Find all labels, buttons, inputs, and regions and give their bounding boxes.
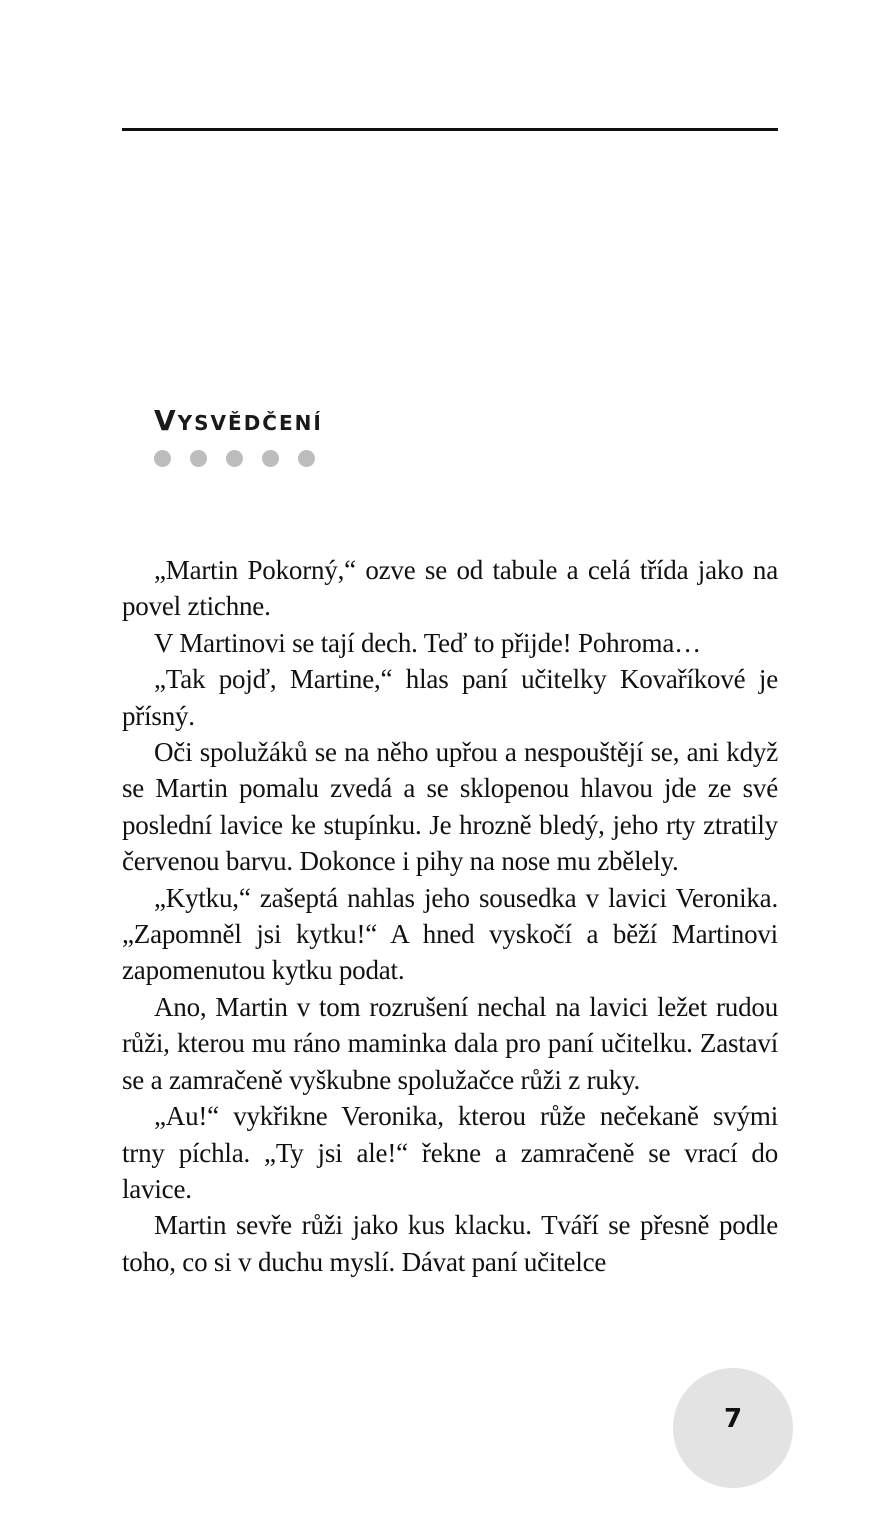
paragraph: „Martin Pokorný,“ ozve se od tabule a celá třída jako na povel ztichne. xyxy=(122,555,778,622)
paragraph: V Martinovi se tají dech. Teď to přijde! Pohroma… xyxy=(154,627,701,658)
ornament-dot xyxy=(190,450,207,467)
ornament-dot xyxy=(154,450,171,467)
body-text xyxy=(122,552,778,1280)
ornament-dot xyxy=(262,450,279,467)
paragraph: Martin sevře růži jako kus klacku. Tváří se přesně podle toho, co si v duchu myslí. Dávat paní učitelce xyxy=(122,1210,778,1277)
paragraph: „Tak pojď, Martine,“ hlas paní učitelky Kovaříkové je přísný. xyxy=(122,664,778,731)
paragraph: Oči spolužáků se na něho upřou a nespouštějí se, ani když se Martin pomalu zvedá a se sklopenou hlavou jde ze své poslední lavice ke stupínku. Je hrozně bledý, jeho rty ztratily červenou barvu. Dokonce i pihy na nose mu zbělely. xyxy=(122,737,778,877)
ornament-dot xyxy=(226,450,243,467)
ornament-dot xyxy=(298,450,315,467)
paragraph: „Kytku,“ zašeptá nahlas jeho sousedka v lavici Veronika. „Zapomněl jsi kytku!“ A hned vyskočí a běží Martinovi zapomenutou kytku podat. xyxy=(122,882,778,986)
paragraph: Ano, Martin v tom rozrušení nechal na lavici ležet rudou růži, kterou mu ráno maminka dala pro paní učitelku. Zastaví se a zamračeně vyškubne spolužačce růži z ruky. xyxy=(122,991,778,1095)
chapter-title: Vysvědčení xyxy=(154,404,323,437)
page-number: 7 xyxy=(723,1404,743,1434)
page-number-badge xyxy=(673,1368,793,1488)
chapter-ornament-dots xyxy=(154,450,315,467)
header-rule xyxy=(122,128,778,131)
paragraph: „Au!“ vykřikne Veronika, kterou růže nečekaně svými trny píchla. „Ty jsi ale!“ řekne a zamračeně se vrací do lavice. xyxy=(122,1101,778,1204)
